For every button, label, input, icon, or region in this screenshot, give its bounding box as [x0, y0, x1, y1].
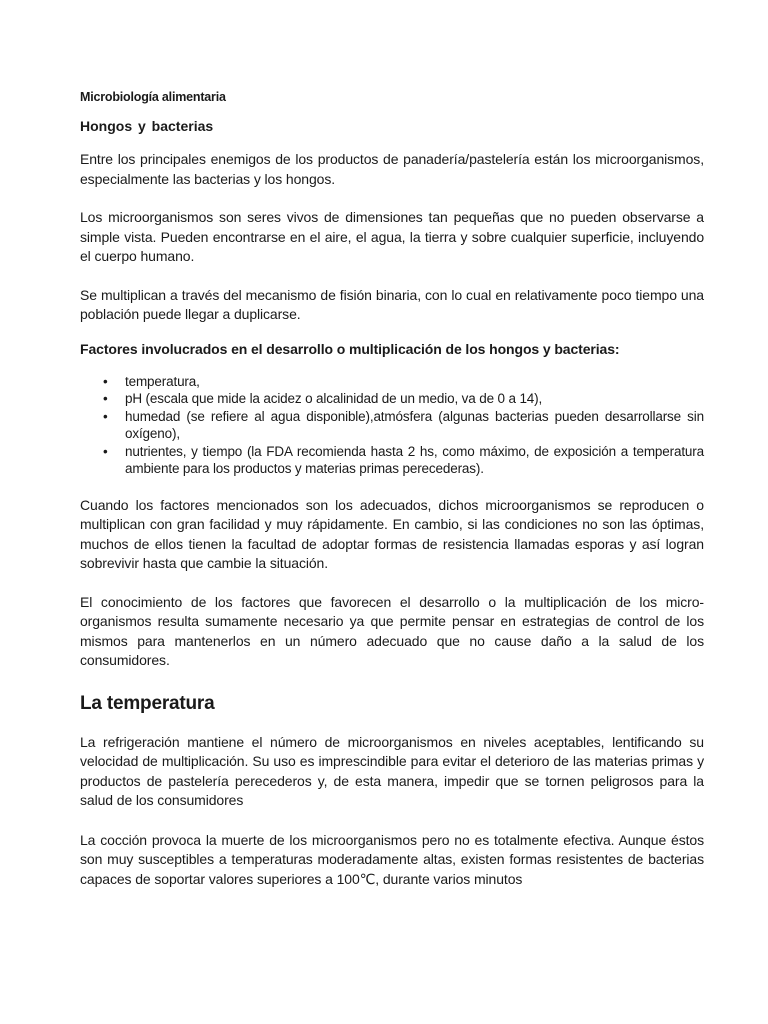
intro-paragraph: Entre los principales enemigos de los productos de panadería/pastelería están los microorganismos, especialmente las bacterias y los hongos. — [80, 151, 704, 187]
list-item — [103, 390, 704, 408]
list-item — [103, 373, 704, 391]
list-item-text: humedad (se refiere al agua disponible),atmósfera (algunas bacterias pueden desarrollarse sin oxígeno), — [125, 408, 704, 441]
bullet-icon: • — [103, 408, 108, 424]
list-item-text: nutrientes, y tiempo (la FDA recomienda hasta 2 hs, como máximo, de exposición a temperatura ambiente para los productos y materias primas perecederas). — [125, 443, 704, 476]
conditions-paragraph: Cuando los factores mencionados son los adecuados, dichos microorganismos se reproducen o multiplican con gran facilidad y muy rápidamente. En cambio, si las condiciones no son las óptimas, muchos de ellos tienen la facultad de adoptar formas de resistencia llamadas esporas y así logran sobrevivir hasta que cambie la situación. — [80, 496, 704, 571]
bullet-icon: • — [103, 373, 108, 389]
list-item-text: pH (escala que mide la acidez o alcalinidad de un medio, va de 0 a 14), — [125, 391, 543, 406]
refrigeration-paragraph: La refrigeración mantiene el número de microorganismos en niveles aceptables, lentificando su velocidad de multiplicación. Su uso es imprescindible para evitar el deterioro de las materias primas y productos de pastelería perecederos y, de esta manera, impedir que se tornen peligrosos para la salud de los consumidores — [80, 733, 704, 808]
temperature-heading: La temperatura — [80, 692, 215, 714]
list-item — [103, 408, 704, 443]
list-item-text: temperatura, — [125, 373, 200, 389]
cooking-paragraph: La cocción provoca la muerte de los microorganismos pero no es totalmente efectiva. Aunque éstos son muy susceptibles a temperaturas moderadamente altas, existen formas resistentes de bacterias capaces de soportar valores superiores a 100℃, durante varios minutos — [80, 831, 704, 887]
definition-paragraph: Los microorganismos son seres vivos de dimensiones tan pequeñas que no pueden observarse a simple vista. Pueden encontrarse en el aire, el agua, la tierra y sobre cualquier superficie, incluyendo el cuerpo humano. — [80, 209, 704, 264]
bullet-icon: • — [103, 443, 108, 459]
factors-list — [80, 373, 704, 478]
knowledge-paragraph: El conocimiento de los factores que favorecen el desarrollo o la multiplicación de los micro-organismos resulta sumamente necesario ya que permite pensar en estrategias de control de los mismos para mantenerlos en un número adecuado que no cause daño a la salud de los consumidores. — [80, 593, 704, 668]
document-page — [80, 90, 704, 889]
bullet-icon: • — [103, 391, 108, 406]
section-heading-hongos-bacterias: Hongos y bacterias — [80, 118, 214, 134]
multiplication-paragraph: Se multiplican a través del mecanismo de fisión binaria, con lo cual en relativamente poco tiempo una población puede llegar a duplicarse. — [80, 286, 704, 322]
document-title: Microbiología alimentaria — [80, 90, 226, 104]
list-item — [103, 443, 704, 478]
factors-heading: Factores involucrados en el desarrollo o multiplicación de los hongos y bacterias: — [80, 340, 620, 357]
